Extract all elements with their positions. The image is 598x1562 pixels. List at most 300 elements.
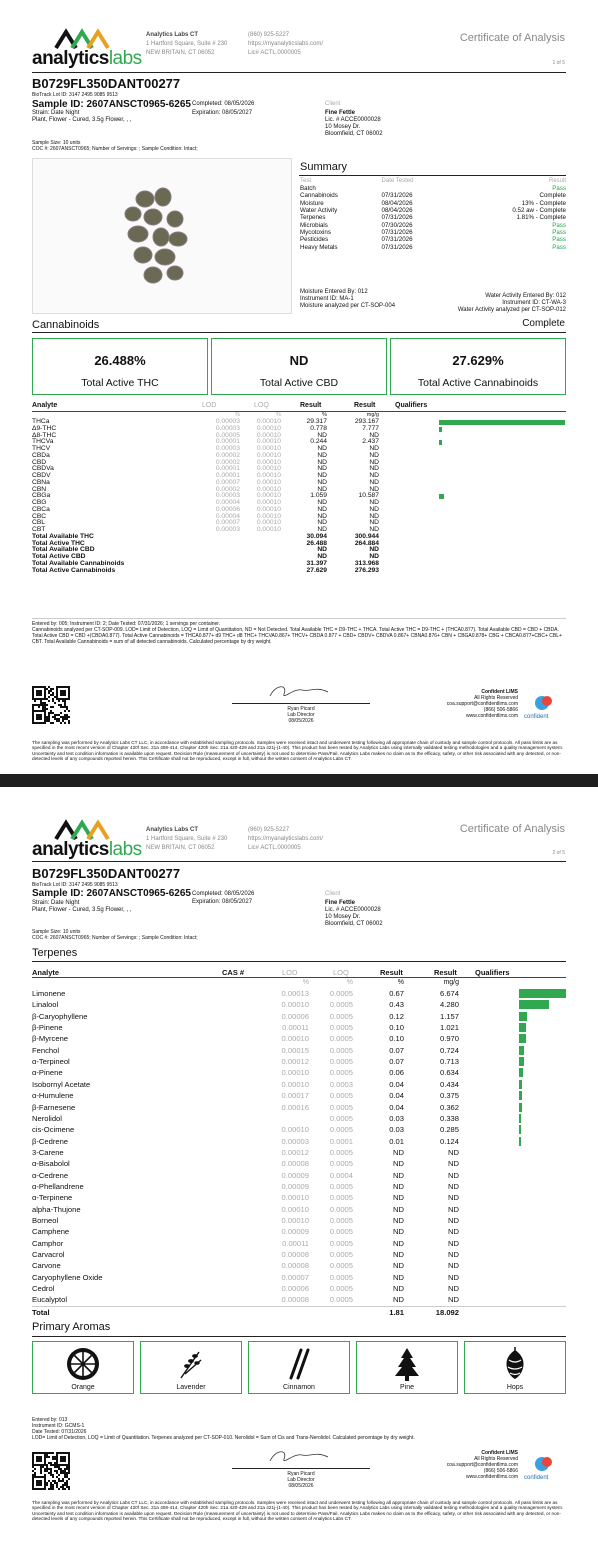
result-mg: 293.167	[354, 418, 379, 425]
result-mg: ND	[448, 1216, 459, 1225]
result-pct: 0.07	[389, 1045, 404, 1055]
result-pct: 0.03	[389, 1113, 404, 1123]
lavender-sprig-icon	[173, 1346, 209, 1382]
wa-sop: Water Activity analyzed per CT-SOP-012	[457, 307, 566, 313]
qr-code-icon[interactable]	[32, 1452, 70, 1490]
lod-value: 0.00010	[281, 1034, 309, 1044]
unit-result-pct: %	[322, 412, 327, 418]
loq-value: 0.0003	[329, 1079, 353, 1089]
analyte-name: Carvacrol	[32, 1250, 65, 1260]
lod-value: 0.00010	[281, 1193, 309, 1203]
lab-address1: 1 Hartford Square, Suite # 230	[146, 41, 228, 47]
cannabinoid-bar	[439, 494, 444, 499]
col-cas: CAS #	[222, 968, 245, 977]
total-pct: 30.094	[306, 532, 327, 540]
loq-value: 0.0005	[329, 1159, 353, 1169]
result-pct: ND	[317, 465, 327, 473]
terpene-row	[32, 1033, 566, 1044]
summary-date: 07/31/2026	[381, 192, 413, 200]
col-qualifiers: Qualifiers	[395, 402, 428, 409]
confident-web[interactable]: www.confidentlims.com	[466, 1474, 518, 1480]
client-license: Lic. # ACCE0000028	[325, 117, 381, 123]
result-mg: ND	[369, 431, 379, 439]
flower-buds-image	[33, 159, 291, 313]
cannabinoid-row	[32, 500, 566, 507]
unit-loq: %	[346, 979, 353, 986]
summary-row	[300, 236, 566, 243]
summary-row	[300, 185, 566, 192]
analyte-name: CBD	[32, 458, 47, 466]
summary-test: Microbials	[300, 221, 328, 229]
result-pct: ND	[393, 1170, 404, 1180]
coa-page-1	[0, 0, 598, 774]
result-pct: ND	[393, 1204, 404, 1214]
confident-info	[447, 689, 518, 719]
result-mg: ND	[448, 1147, 459, 1157]
unit-loq: %	[276, 412, 281, 418]
col-loq: LOQ	[333, 968, 349, 977]
cannabinoid-total-row	[32, 534, 566, 541]
aroma-cinnamon	[248, 1341, 350, 1394]
aromas-title: Primary Aromas	[32, 1321, 111, 1333]
analyte-name: α-Phellandrene	[32, 1181, 84, 1191]
result-mg: 0.970	[439, 1034, 459, 1044]
logo-wordmark: analyticslabs	[32, 48, 142, 69]
thc-label: Total Active THC	[81, 377, 159, 389]
loq-value: 0.0005	[329, 1250, 353, 1260]
loq-value: 0.0005	[329, 1057, 353, 1067]
sample-size: Sample Size: 10 units	[32, 140, 81, 146]
loq-value: 0.0005	[329, 1023, 353, 1033]
lab-web: https://myanalyticslabs.com/	[248, 836, 324, 842]
summary-test: Heavy Metals	[300, 243, 338, 251]
signature-date: 08/05/2026	[288, 718, 314, 724]
summary-row	[300, 207, 566, 214]
result-mg: 6.674	[439, 989, 459, 998]
analyte-name: α-Pinene	[32, 1068, 63, 1078]
result-mg: 10.587	[358, 492, 379, 500]
summary-test: Cannabinoids	[300, 192, 338, 200]
loq-value: 0.0005	[329, 1000, 353, 1010]
summary-test: Batch	[300, 185, 316, 193]
summary-test: Pesticides	[300, 236, 329, 244]
cannabinoids-title: Cannabinoids	[32, 319, 100, 331]
qr-pattern	[32, 686, 70, 724]
water-activity-notes	[458, 293, 566, 314]
completed-date: Completed: 08/05/2026	[192, 891, 255, 897]
lod-value: 0.00001	[215, 438, 240, 446]
cannabinoid-row	[32, 453, 566, 460]
terpene-row	[32, 1022, 566, 1033]
terpene-row	[32, 1226, 566, 1237]
loq-value: 0.00010	[256, 478, 281, 486]
summary-date: 07/31/2026	[381, 228, 413, 236]
lod-value: 0.00011	[282, 1023, 309, 1033]
total-mg: 264.884	[354, 539, 379, 547]
loq-value: 0.00010	[256, 505, 281, 513]
result-mg: 0.434	[439, 1079, 459, 1089]
terpene-bar	[519, 1125, 521, 1134]
result-pct: 0.12	[389, 1011, 404, 1021]
lab-info	[146, 32, 227, 57]
cannabinoid-notes	[32, 621, 566, 645]
qr-code-icon[interactable]	[32, 686, 70, 724]
col-qualifiers: Qualifiers	[475, 968, 510, 977]
lod-value: 0.00007	[281, 1272, 309, 1282]
result-pct: ND	[317, 472, 327, 479]
total-name: Total Available THC	[32, 532, 94, 540]
result-mg: ND	[448, 1227, 459, 1237]
loq-value: 0.00010	[256, 458, 281, 466]
total-mg: ND	[369, 553, 379, 560]
result-pct: ND	[393, 1227, 404, 1237]
terpene-row	[32, 1124, 566, 1135]
terpene-row	[32, 1238, 566, 1249]
result-pct: ND	[317, 458, 327, 466]
total-mg: 276.293	[354, 566, 379, 574]
result-pct: 0.07	[389, 1057, 404, 1067]
signature-scribble-icon	[232, 682, 370, 702]
lod-value: 0.00002	[215, 458, 240, 466]
summary-row	[300, 200, 566, 207]
lod-value: 0.00008	[281, 1159, 309, 1169]
confident-l1: Confident LIMS	[481, 689, 518, 695]
moisture-notes	[300, 289, 395, 310]
lod-value: 0.00010	[281, 1079, 309, 1089]
terpene-row	[32, 1294, 566, 1305]
total-pct: ND	[317, 553, 327, 560]
analyte-name: CBT	[32, 526, 46, 533]
result-pct: ND	[317, 526, 327, 533]
loq-value: 0.00010	[256, 472, 281, 479]
total-name: Total Active CBD	[32, 553, 86, 560]
loq-value: 0.00010	[256, 492, 281, 500]
strain: Strain: Date Night	[32, 900, 80, 906]
cannabinoid-total-row	[32, 568, 566, 575]
lod-value: 0.00007	[215, 478, 240, 486]
analyte-name: β-Pinene	[32, 1023, 63, 1033]
loq-value: 0.00010	[256, 485, 281, 493]
aroma-label-orange: Orange	[71, 1384, 95, 1391]
loq-value: 0.0005	[329, 1181, 353, 1191]
confident-email[interactable]: coa.support@confidentlims.com	[446, 1462, 518, 1468]
result-pct: ND	[317, 519, 327, 527]
summary-test: Moisture	[300, 199, 324, 207]
lab-name: Analytics Labs CT	[146, 32, 199, 38]
analyte-name: Camphor	[32, 1238, 64, 1248]
result-mg: 1.021	[439, 1023, 459, 1033]
lod-value: 0.00010	[281, 1204, 309, 1214]
terpene-bar	[519, 1023, 526, 1032]
analyte-name: CBDV	[32, 472, 51, 479]
confident-phone: (866) 506-5866	[483, 1468, 518, 1474]
terpene-row	[32, 1192, 566, 1203]
loq-value: 0.00010	[256, 519, 281, 527]
result-pct: 0.10	[389, 1023, 404, 1033]
analyte-name: β-Cedrene	[32, 1136, 69, 1146]
signature-date: 08/05/2026	[288, 1483, 314, 1489]
lod-value: 0.00003	[215, 492, 240, 500]
page-number: 2 of 5	[552, 850, 565, 856]
biotrack-id: BioTrack Lot ID: 3147 2495 9085 9513	[32, 882, 118, 888]
terpene-row	[32, 1181, 566, 1192]
result-mg: 0.362	[439, 1102, 459, 1112]
cannabinoid-row	[32, 446, 566, 453]
result-pct: ND	[317, 505, 327, 513]
result-pct: 0.10	[389, 1034, 404, 1044]
result-mg: 4.280	[439, 1000, 459, 1010]
sample-id: Sample ID: 2607ANSCT0965-6265	[32, 888, 191, 899]
disclaimer: The sampling was performed by Analytics Labs CT LLC, in accordance with established sampling protocols. Samples were received intact and underwent testing following all appropriate chain of custody and sample control protocols. All pass limits are as specified in the most recent version of Chapter 420f Sec. 21a 408-414, Chapter 420h Sec. 21a 420-429 and 21a 421j-(1-40). This product has been tested by Analytics Labs using internally validated testing methodologies and a quality management system. Uncertainty and test condition information is available upon request. Decision Rule (measurement of uncertainty) is not used to determine Pass/Fail. Analytics Labs makes no claim as to the efficacy, safety, or other risk associated with any detected, or non-detected levels of any compounds reported herein. This Certificate shall not be reproduced, except in full, without the written consent of Analytics Labs CT.	[32, 1500, 564, 1521]
loq-value: 0.0005	[329, 1284, 353, 1294]
total-mg: 313.968	[354, 559, 379, 567]
cannabinoid-headers	[32, 402, 566, 411]
result-mg: ND	[448, 1261, 459, 1271]
lod-value: 0.00004	[215, 499, 240, 506]
signer-name: Ryan Picard	[287, 706, 315, 712]
result-pct: ND	[393, 1238, 404, 1248]
cannabinoid-row	[32, 514, 566, 521]
unit-result-mg: mg/g	[443, 979, 459, 986]
total-cannabinoids-value: 27.629%	[452, 353, 504, 368]
result-pct: 0.778	[310, 424, 327, 432]
loq-value: 0.0005	[329, 1045, 353, 1055]
lod-value: 0.00008	[281, 1261, 309, 1271]
confident-wordmark: confident	[524, 714, 549, 720]
lod-value: 0.00006	[281, 1284, 309, 1294]
loq-value: 0.00010	[256, 431, 281, 439]
lod-value: 0.00010	[281, 1125, 309, 1135]
loq-value: 0.0005	[329, 1272, 353, 1282]
lab-info	[146, 827, 227, 852]
analyte-name: Isobornyl Acetate	[32, 1079, 91, 1089]
analyte-name: Δ9-THC	[32, 424, 57, 432]
client-name: Fine Fettle	[325, 110, 356, 116]
result-pct: 0.06	[389, 1068, 404, 1078]
result-pct: ND	[317, 485, 327, 493]
col-result-mg: Result	[434, 968, 457, 977]
signature	[232, 682, 370, 724]
loq-value: 0.00010	[256, 451, 281, 459]
cannabinoid-row	[32, 480, 566, 487]
cannabinoid-units	[32, 412, 566, 419]
cannabinoid-row	[32, 493, 566, 500]
analyte-name: 3-Carene	[32, 1147, 64, 1157]
total-pct: ND	[317, 546, 327, 554]
analyte-name: α-Terpinene	[32, 1193, 73, 1203]
col-result-pct: Result	[300, 402, 322, 409]
moisture-entered: Moisture Entered By: 012	[300, 289, 368, 295]
result-mg: 0.285	[439, 1125, 459, 1135]
cannabinoid-row	[32, 487, 566, 494]
cannabinoid-row	[32, 433, 566, 440]
analyte-name: α-Cedrene	[32, 1170, 69, 1180]
loq-value: 0.0005	[329, 1113, 353, 1123]
summary-header-result: Result	[548, 178, 566, 184]
pine-tree-icon	[389, 1346, 425, 1382]
analyte-name: CBL	[32, 519, 46, 527]
lod-value: 0.00012	[281, 1057, 309, 1067]
confident-web[interactable]: www.confidentlims.com	[466, 713, 518, 719]
lod-value: 0.00002	[215, 485, 240, 493]
cannabinoid-entered: Entered by: 005; Instrument ID: 2; Date Tested: 07/31/2026; 1 servings per container.	[32, 621, 221, 627]
terpene-row	[32, 1158, 566, 1169]
loq-value: 0.0005	[329, 1295, 353, 1305]
cannabinoid-row	[32, 460, 566, 467]
result-mg: ND	[448, 1250, 459, 1260]
cannabinoid-row	[32, 527, 566, 534]
lod-value: 0.00001	[215, 472, 240, 479]
terpene-notes	[32, 1417, 566, 1441]
terpene-bar	[519, 989, 566, 998]
summary-row	[300, 221, 566, 228]
result-mg: 0.724	[439, 1045, 459, 1055]
cannabinoids-status: Complete	[522, 318, 565, 329]
terpene-total-row	[32, 1306, 566, 1317]
analyte-name: Borneol	[32, 1216, 59, 1225]
sample-id: Sample ID: 2607ANSCT0965-6265	[32, 99, 191, 110]
confident-mark-icon	[534, 1455, 554, 1473]
loq-value: 0.00010	[256, 499, 281, 506]
result-mg: ND	[448, 1170, 459, 1180]
lod-value: 0.00016	[281, 1102, 309, 1112]
result-mg: 0.338	[439, 1113, 459, 1123]
page-number: 1 of 5	[552, 60, 565, 66]
lab-contact	[248, 827, 323, 852]
terpene-bar	[519, 1000, 549, 1009]
terpene-bar	[519, 1080, 522, 1089]
analyte-name: Fenchol	[32, 1045, 60, 1055]
lod-value: 0.00011	[282, 1238, 309, 1248]
analyte-name: CBG	[32, 499, 47, 506]
loq-value: 0.0005	[329, 1216, 353, 1225]
summary-test: Terpenes	[300, 214, 326, 222]
confident-logo	[524, 694, 568, 722]
terpene-row	[32, 1113, 566, 1124]
analyte-name: CBN	[32, 485, 47, 493]
terpene-bar	[519, 1114, 521, 1123]
confident-logo	[524, 1455, 568, 1483]
client-name: Fine Fettle	[325, 900, 356, 906]
result-mg: ND	[369, 451, 379, 459]
lod-value: 0.00007	[215, 519, 240, 527]
total-name: Total	[32, 1307, 50, 1317]
analyte-name: Limonene	[32, 989, 66, 998]
summary-row	[300, 243, 566, 250]
col-lod: LOD	[282, 968, 298, 977]
result-mg: ND	[369, 485, 379, 493]
terpene-row	[32, 988, 566, 999]
result-mg: ND	[448, 1159, 459, 1169]
loq-value: 0.00010	[256, 465, 281, 473]
summary-test: Water Activity	[300, 207, 338, 215]
terp-methods: LOD= Limit of Detection, LOQ = Limit of Quantitation. Terpenes analyzed per CT-SOP-010. Nerolidol = Sum of Cis and Trans-Nerolidol. Calculated percentage by dry weight.	[32, 1435, 415, 1441]
confident-l1: Confident LIMS	[481, 1450, 518, 1456]
analyte-name: Carvone	[32, 1261, 61, 1271]
client-address1: 10 Mosey Dr.	[325, 914, 361, 920]
sample-size: Sample Size: 10 units	[32, 929, 81, 935]
terpene-bar	[519, 1046, 524, 1055]
unit-lod: %	[235, 412, 240, 418]
result-pct: 0.67	[389, 989, 404, 998]
terpene-bar	[519, 1137, 521, 1146]
client-address1: 10 Mosey Dr.	[325, 124, 361, 130]
result-mg: ND	[369, 465, 379, 473]
moisture-sop: Moisture analyzed per CT-SOP-004	[300, 303, 396, 309]
result-mg: ND	[369, 526, 379, 533]
result-pct: 0.43	[389, 1000, 404, 1010]
result-pct: ND	[393, 1147, 404, 1157]
result-pct: 0.03	[389, 1125, 404, 1135]
lab-phone: (860) 925-5227	[248, 32, 290, 38]
total-mg: 18.092	[435, 1307, 459, 1317]
loq-value: 0.0005	[329, 1227, 353, 1237]
lod-value: 0.00010	[281, 1068, 309, 1078]
matrix: Plant, Flower - Cured, 3.5g Flower, , ,	[32, 117, 132, 123]
lod-value: 0.00003	[215, 418, 240, 425]
sample-code: B0729FL350DANT00277	[32, 76, 181, 91]
terp-entered: Entered by: 013	[32, 1417, 68, 1423]
loq-value: 0.00010	[256, 424, 281, 432]
analyte-name: CBDVa	[32, 465, 54, 473]
client-block	[325, 891, 383, 928]
terpene-row	[32, 1056, 566, 1067]
summary-header-date: Date Tested	[381, 178, 414, 184]
result-mg: ND	[369, 458, 379, 466]
result-pct: 29.317	[306, 418, 327, 425]
confident-email[interactable]: coa.support@confidentlims.com	[446, 701, 518, 707]
signer-name: Ryan Picard	[287, 1471, 315, 1477]
lod-value: 0.00001	[215, 465, 240, 473]
total-pct: 1.81	[389, 1307, 404, 1317]
confident-mark-icon	[534, 694, 554, 712]
coc-line: COC #: 2607ANSCT0965; Number of Servings: ; Sample Condition: Intact;	[32, 935, 198, 941]
analyte-name: α-Terpineol	[32, 1057, 70, 1067]
sample-code: B0729FL350DANT00277	[32, 866, 181, 881]
doc-title: Certificate of Analysis	[459, 32, 565, 44]
moisture-instrument: Instrument ID: MA-1	[300, 296, 354, 302]
total-active-thc-box	[32, 338, 208, 395]
unit-lod: %	[302, 979, 309, 986]
analyte-name: CBNa	[32, 478, 50, 486]
logo-mark-icon	[54, 819, 114, 841]
lab-web: https://myanalyticslabs.com/	[248, 41, 324, 47]
analyte-name: β-Farnesene	[32, 1102, 76, 1112]
loq-value: 0.00010	[256, 438, 281, 446]
thc-value: 26.488%	[94, 353, 146, 368]
total-cannabinoids-label: Total Active Cannabinoids	[417, 377, 539, 389]
result-pct: ND	[393, 1216, 404, 1225]
cannabinoid-row	[32, 520, 566, 527]
wa-instrument: Instrument ID: CT-WA-3	[502, 300, 566, 306]
total-active-cannabinoids-box	[390, 338, 566, 395]
summary-header-test: Test	[300, 178, 312, 184]
analyte-name: CBC	[32, 512, 47, 520]
biotrack-id: BioTrack Lot ID: 3147 2495 9085 9513	[32, 92, 118, 98]
total-mg: ND	[369, 546, 379, 554]
analyte-name: THCa	[32, 418, 50, 425]
terpene-row	[32, 1136, 566, 1147]
lod-value: 0.00017	[281, 1091, 309, 1101]
loq-value: 0.0005	[329, 1193, 353, 1203]
loq-value: 0.0005	[329, 1261, 353, 1271]
terpene-row	[32, 1102, 566, 1113]
aroma-label-pine: Pine	[399, 1384, 414, 1391]
result-pct: 0.04	[389, 1079, 404, 1089]
client-address2: Bloomfield, CT 06002	[325, 921, 383, 927]
lod-value: 0.00003	[215, 445, 240, 452]
loq-value: 0.0005	[329, 1204, 353, 1214]
